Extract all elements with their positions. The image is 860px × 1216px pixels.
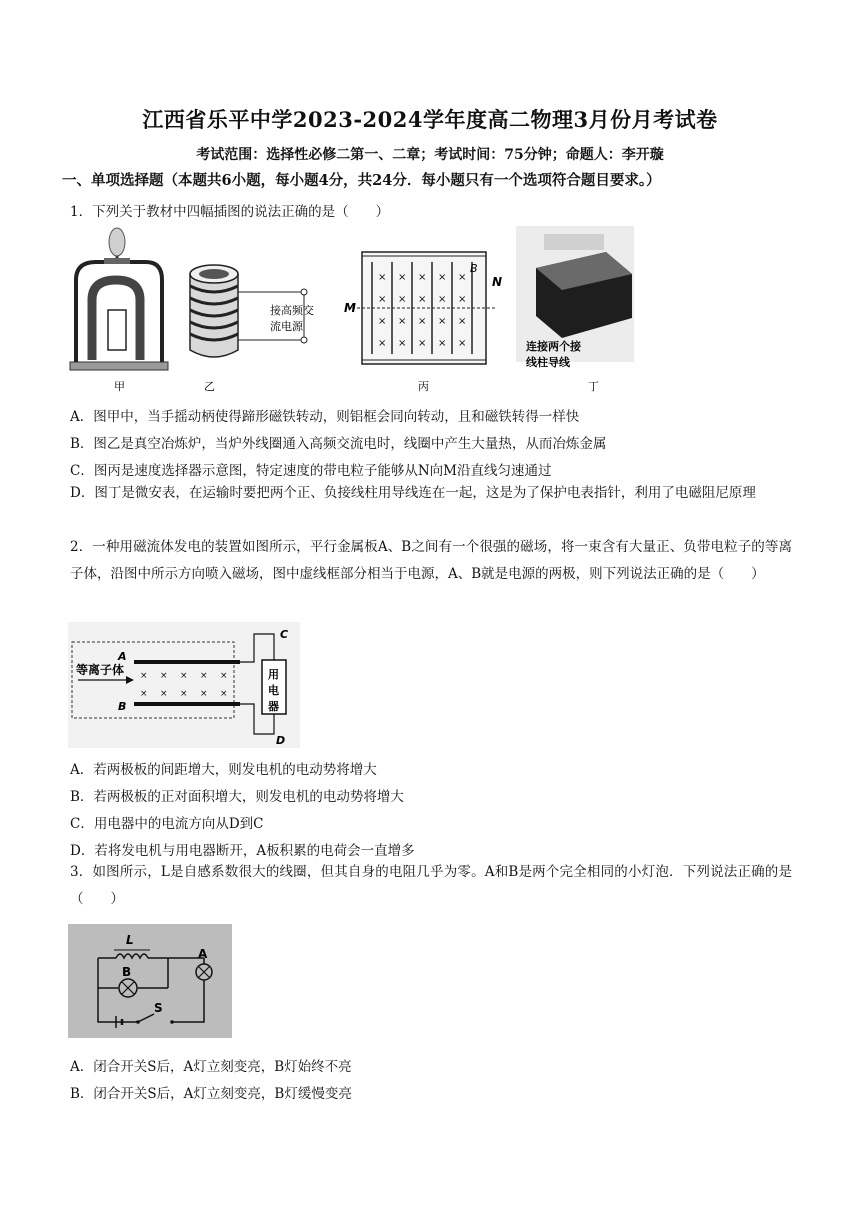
svg-text:×: × — [378, 272, 387, 283]
device-label-1: 用 — [268, 668, 279, 681]
page-title: 江西省乐平中学2023-2024学年度高二物理3月份月考试卷 — [142, 107, 718, 132]
question-2-option-a: A．若两极板的间距增大，则发电机的电动势将增大 — [70, 762, 377, 778]
svg-text:×: × — [458, 294, 467, 305]
svg-text:×: × — [160, 671, 168, 681]
svg-text:×: × — [160, 689, 168, 699]
figure-label-ding: 丁 — [588, 380, 599, 393]
svg-text:×: × — [220, 671, 228, 681]
switch-label: S — [154, 1001, 163, 1015]
lamp-a-label: A — [198, 947, 208, 961]
bing-label-N: N — [492, 275, 503, 289]
svg-text:×: × — [398, 338, 407, 349]
svg-text:×: × — [438, 272, 447, 283]
plate-b-label: B — [118, 700, 127, 713]
svg-text:×: × — [140, 689, 148, 699]
svg-text:×: × — [398, 294, 407, 305]
yi-note-line-1: 接高频交 — [270, 304, 314, 317]
svg-text:×: × — [180, 689, 188, 699]
svg-text:×: × — [458, 338, 467, 349]
question-2-option-c: C．用电器中的电流方向从D到C — [70, 816, 264, 832]
bing-label-M: M — [344, 301, 356, 315]
svg-text:×: × — [438, 338, 447, 349]
svg-text:×: × — [398, 272, 407, 283]
svg-text:×: × — [180, 671, 188, 681]
yi-note-line-2: 流电源 — [270, 320, 303, 333]
terminal-c-label: C — [280, 628, 289, 641]
svg-text:×: × — [418, 338, 427, 349]
plate-a-label: A — [118, 650, 127, 663]
exam-info: 考试范围：选择性必修二第一、二章；考试时间：75分钟；命题人：李开璇 — [196, 147, 664, 163]
question-3-figure — [68, 924, 232, 1038]
question-1-option-a: A．图甲中，当手摇动柄使得蹄形磁铁转动，则铝框会同向转动，且和磁铁转得一样快 — [70, 409, 580, 425]
bing-label-B: B — [470, 262, 478, 275]
figure-jia — [70, 228, 168, 370]
ding-note-line-1: 连接两个接 — [526, 340, 581, 353]
lamp-b-label: B — [122, 965, 132, 979]
device-label-3: 器 — [268, 700, 279, 713]
svg-text:×: × — [200, 671, 208, 681]
svg-text:×: × — [140, 671, 148, 681]
ding-note-line-2: 线柱导线 — [526, 356, 570, 369]
question-3-option-b: B．闭合开关S后，A灯立刻变亮，B灯缓慢变亮 — [70, 1086, 352, 1102]
figure-label-jia: 甲 — [114, 380, 125, 393]
question-2-stem: 2．一种用磁流体发电的装置如图所示，平行金属板A、B之间有一个很强的磁场，将一束含有大量正、负带电粒子的等离子体，沿图中所示方向喷入磁场，图中虚线框部分相当于电源，A、B就是电源的两极，则下列说法正确的是（ ） — [70, 539, 792, 582]
question-3-stem: 3．如图所示，L是自感系数很大的线圈，但其自身的电阻几乎为零。A和B是两个完全相同的小灯泡．下列说法正确的是（ ） — [70, 864, 792, 907]
question-2-option-b: B．若两极板的正对面积增大，则发电机的电动势将增大 — [70, 789, 404, 805]
svg-text:×: × — [378, 294, 387, 305]
question-1-option-d: D．图丁是微安表，在运输时要把两个正、负接线柱用导线连在一起，这是为了保护电表指针，利用了电磁阻尼原理 — [70, 485, 756, 501]
svg-text:×: × — [418, 272, 427, 283]
section-heading: 一、单项选择题（本题共6小题，每小题4分，共24分．每小题只有一个选项符合题目要求。） — [62, 172, 661, 189]
figure-label-bing: 丙 — [418, 380, 429, 393]
svg-text:×: × — [458, 316, 467, 327]
question-2-figure — [68, 622, 300, 748]
terminal-d-label: D — [276, 734, 286, 747]
device-label-2: 电 — [268, 684, 279, 697]
svg-text:×: × — [458, 272, 467, 283]
svg-text:×: × — [438, 316, 447, 327]
svg-text:×: × — [220, 689, 228, 699]
question-1-stem: 1．下列关于教材中四幅插图的说法正确的是（ ） — [70, 204, 390, 220]
question-1-option-c: C．图丙是速度选择器示意图，特定速度的带电粒子能够从N向M沿直线匀速通过 — [70, 463, 552, 479]
svg-text:×: × — [418, 316, 427, 327]
question-1-option-b: B．图乙是真空冶炼炉，当炉外线圈通入高频交流电时，线圈中产生大量热，从而冶炼金属 — [70, 436, 607, 452]
question-1-figure — [66, 222, 638, 398]
inductor-label: L — [126, 933, 134, 947]
plasma-label: 等离子体 — [76, 663, 125, 677]
figure-label-yi: 乙 — [204, 380, 215, 393]
svg-text:×: × — [378, 338, 387, 349]
svg-text:×: × — [378, 316, 387, 327]
svg-text:×: × — [398, 316, 407, 327]
svg-text:×: × — [200, 689, 208, 699]
svg-text:×: × — [438, 294, 447, 305]
svg-text:×: × — [418, 294, 427, 305]
question-2-option-d: D．若将发电机与用电器断开，A板积累的电荷会一直增多 — [70, 843, 415, 859]
question-3-option-a: A．闭合开关S后，A灯立刻变亮，B灯始终不亮 — [70, 1059, 352, 1075]
